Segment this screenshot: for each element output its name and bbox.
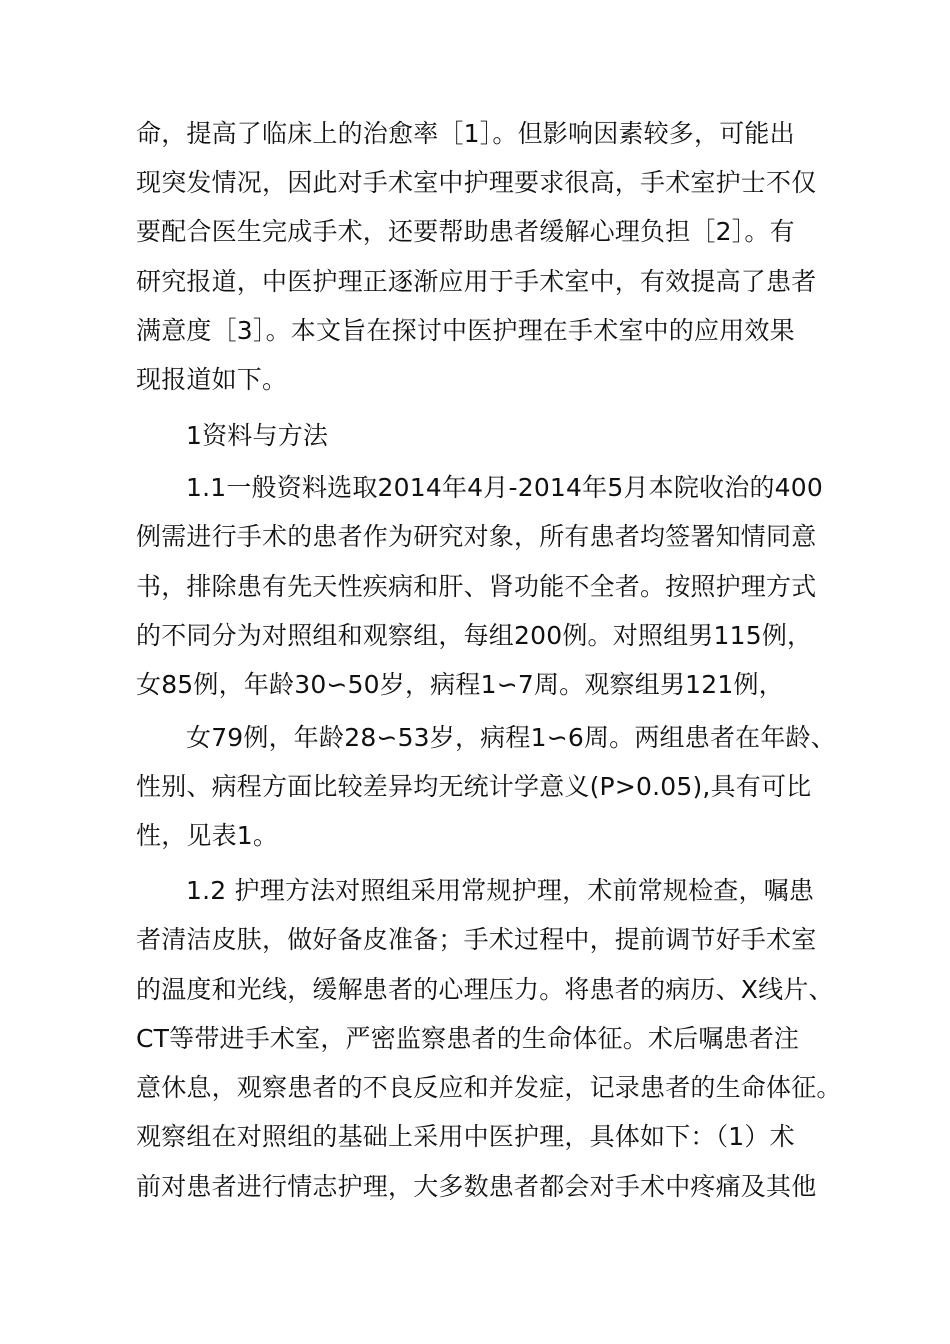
text-line: 命，提高了临床上的治愈率［1］。但影响因素较多，可能出 <box>136 119 795 148</box>
section-heading: 1资料与方法 <box>186 421 329 450</box>
text-line: 的不同分为对照组和观察组，每组200例。对照组男115例， <box>136 621 813 650</box>
text-line: 性别、病程方面比较差异均无统计学意义(P>0.05),具有可比 <box>136 772 812 801</box>
text-line: 1.1一般资料选取2014年4月-2014年5月本院收治的400 <box>186 473 823 502</box>
text-line: 满意度［3］。本文旨在探讨中医护理在手术室中的应用效果 <box>136 316 795 345</box>
text-line: 书，排除患有先天性疾病和肝、肾功能不全者。按照护理方式 <box>136 572 817 601</box>
text-line: 者清洁皮肤，做好备皮准备；手术过程中，提前调节好手术室 <box>136 925 817 954</box>
text-line: 要配合医生完成手术，还要帮助患者缓解心理负担［2］。有 <box>136 217 795 246</box>
text-line: 现报道如下。 <box>136 365 288 394</box>
text-line: 女79例，年龄28∽53岁，病程1∽6周。两组患者在年龄、 <box>186 723 836 752</box>
text-line: 女85例，年龄30∽50岁，病程1∽7周。观察组男121例， <box>136 670 784 699</box>
text-line: 例需进行手术的患者作为研究对象，所有患者均签署知情同意 <box>136 522 817 551</box>
text-line: 性，见表1。 <box>136 821 279 850</box>
text-line: 意休息，观察患者的不良反应和并发症，记录患者的生命体征。 <box>136 1073 842 1102</box>
text-line: 现突发情况，因此对手术室中护理要求很高，手术室护士不仅 <box>136 168 817 197</box>
text-line: 前对患者进行情志护理，大多数患者都会对手术中疼痛及其他 <box>136 1172 817 1201</box>
text-line: CT等带进手术室，严密监察患者的生命体征。术后嘱患者注 <box>136 1024 800 1053</box>
text-line: 研究报道，中医护理正逐渐应用于手术室中，有效提高了患者 <box>136 267 817 296</box>
text-line: 1.2 护理方法对照组采用常规护理，术前常规检查，嘱患 <box>186 876 815 905</box>
text-line: 的温度和光线，缓解患者的心理压力。将患者的病历、X线片、 <box>136 975 834 1004</box>
text-line: 观察组在对照组的基础上采用中医护理，具体如下：（1）术 <box>136 1122 795 1151</box>
